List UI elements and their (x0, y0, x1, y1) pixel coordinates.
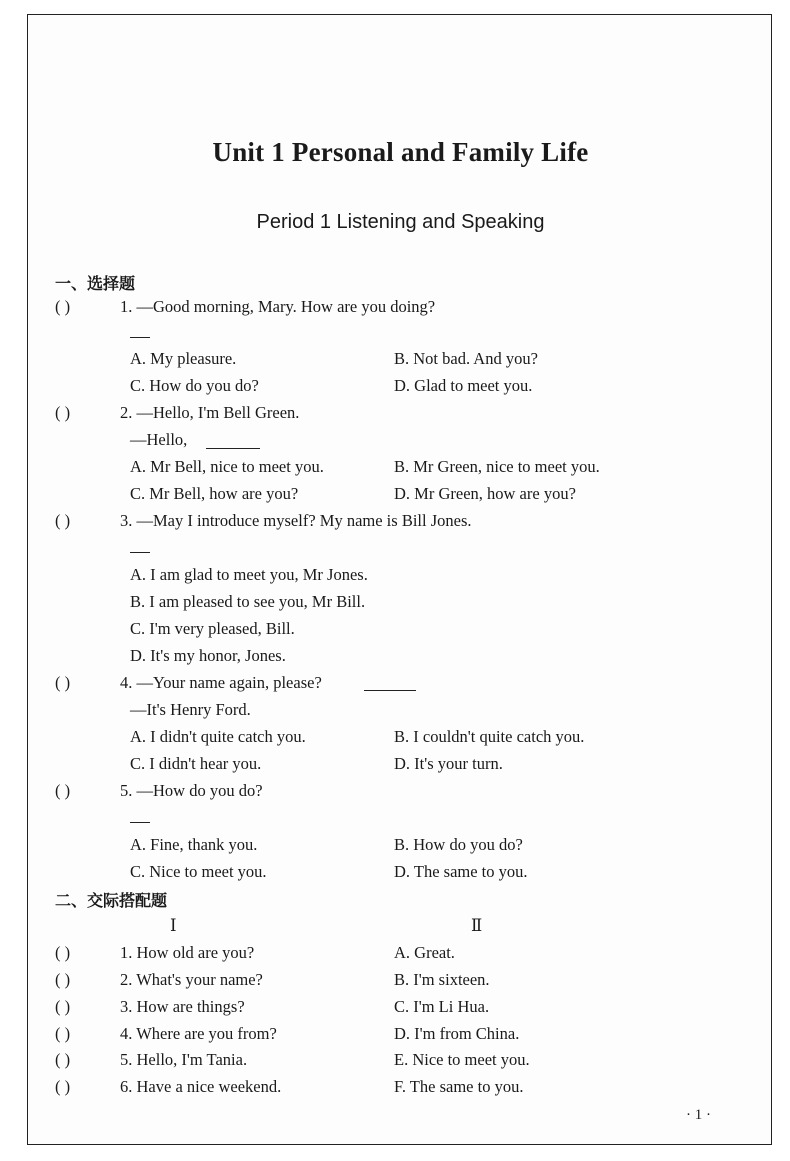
page-number: · 1 · (686, 1107, 711, 1123)
match-left: 3. How are things? (120, 997, 245, 1016)
answer-paren[interactable]: ( ) (55, 511, 71, 530)
question-stem: 3. —May I introduce myself? My name is Bill Jones. (120, 511, 472, 530)
question-stem: 5. —How do you do? (120, 781, 263, 800)
match-left: 6. Have a nice weekend. (120, 1077, 282, 1096)
option: D. The same to you. (394, 862, 528, 881)
question-stem-reply: —Hello, (130, 430, 188, 449)
answer-paren[interactable]: ( ) (55, 403, 71, 422)
option: C. How do you do? (130, 376, 259, 395)
answer-blank[interactable] (130, 822, 150, 823)
match-right: C. I'm Li Hua. (394, 997, 490, 1016)
match-left: 5. Hello, I'm Tania. (120, 1050, 248, 1069)
answer-paren[interactable]: ( ) (55, 1050, 71, 1069)
answer-paren[interactable]: ( ) (55, 673, 71, 692)
section1-heading: 一、选择题 (55, 274, 136, 293)
match-right: D. I'm from China. (394, 1024, 520, 1043)
answer-blank[interactable] (206, 448, 260, 449)
option: D. It's my honor, Jones. (130, 646, 286, 665)
option: A. Fine, thank you. (130, 835, 258, 854)
option: C. I didn't hear you. (130, 754, 262, 773)
option: A. Mr Bell, nice to meet you. (130, 457, 324, 476)
match-right: A. Great. (394, 943, 455, 962)
column-header-i: Ⅰ (170, 916, 177, 935)
question-stem: 1. —Good morning, Mary. How are you doing? (120, 297, 436, 316)
match-left: 2. What's your name? (120, 970, 263, 989)
match-right: B. I'm sixteen. (394, 970, 490, 989)
answer-paren[interactable]: ( ) (55, 1077, 71, 1096)
option: B. Not bad. And you? (394, 349, 538, 368)
answer-paren[interactable]: ( ) (55, 943, 71, 962)
answer-paren[interactable]: ( ) (55, 781, 71, 800)
match-left: 4. Where are you from? (120, 1024, 277, 1043)
match-right: F. The same to you. (394, 1077, 524, 1096)
option: B. Mr Green, nice to meet you. (394, 457, 600, 476)
answer-blank[interactable] (130, 552, 150, 553)
option: D. Glad to meet you. (394, 376, 533, 395)
answer-blank[interactable] (130, 337, 150, 338)
question-stem-reply: —It's Henry Ford. (130, 700, 251, 719)
option: D. Mr Green, how are you? (394, 484, 576, 503)
section2-heading: 二、交际搭配题 (55, 891, 168, 910)
option: D. It's your turn. (394, 754, 503, 773)
option: C. Nice to meet you. (130, 862, 267, 881)
option: A. I didn't quite catch you. (130, 727, 306, 746)
answer-blank[interactable] (364, 690, 416, 691)
option: B. I am pleased to see you, Mr Bill. (130, 592, 366, 611)
unit-title: Unit 1 Personal and Family Life (212, 137, 589, 167)
match-right: E. Nice to meet you. (394, 1050, 530, 1069)
page-frame (27, 14, 772, 1145)
option: B. I couldn't quite catch you. (394, 727, 585, 746)
option: C. Mr Bell, how are you? (130, 484, 299, 503)
column-header-ii: Ⅱ (471, 916, 483, 935)
answer-paren[interactable]: ( ) (55, 997, 71, 1016)
answer-paren[interactable]: ( ) (55, 970, 71, 989)
period-subtitle: Period 1 Listening and Speaking (256, 211, 545, 233)
option: A. My pleasure. (130, 349, 237, 368)
option: B. How do you do? (394, 835, 523, 854)
question-stem: 2. —Hello, I'm Bell Green. (120, 403, 300, 422)
option: A. I am glad to meet you, Mr Jones. (130, 565, 368, 584)
answer-paren[interactable]: ( ) (55, 1024, 71, 1043)
question-stem: 4. —Your name again, please? (120, 673, 322, 692)
match-left: 1. How old are you? (120, 943, 255, 962)
option: C. I'm very pleased, Bill. (130, 619, 295, 638)
answer-paren[interactable]: ( ) (55, 297, 71, 316)
